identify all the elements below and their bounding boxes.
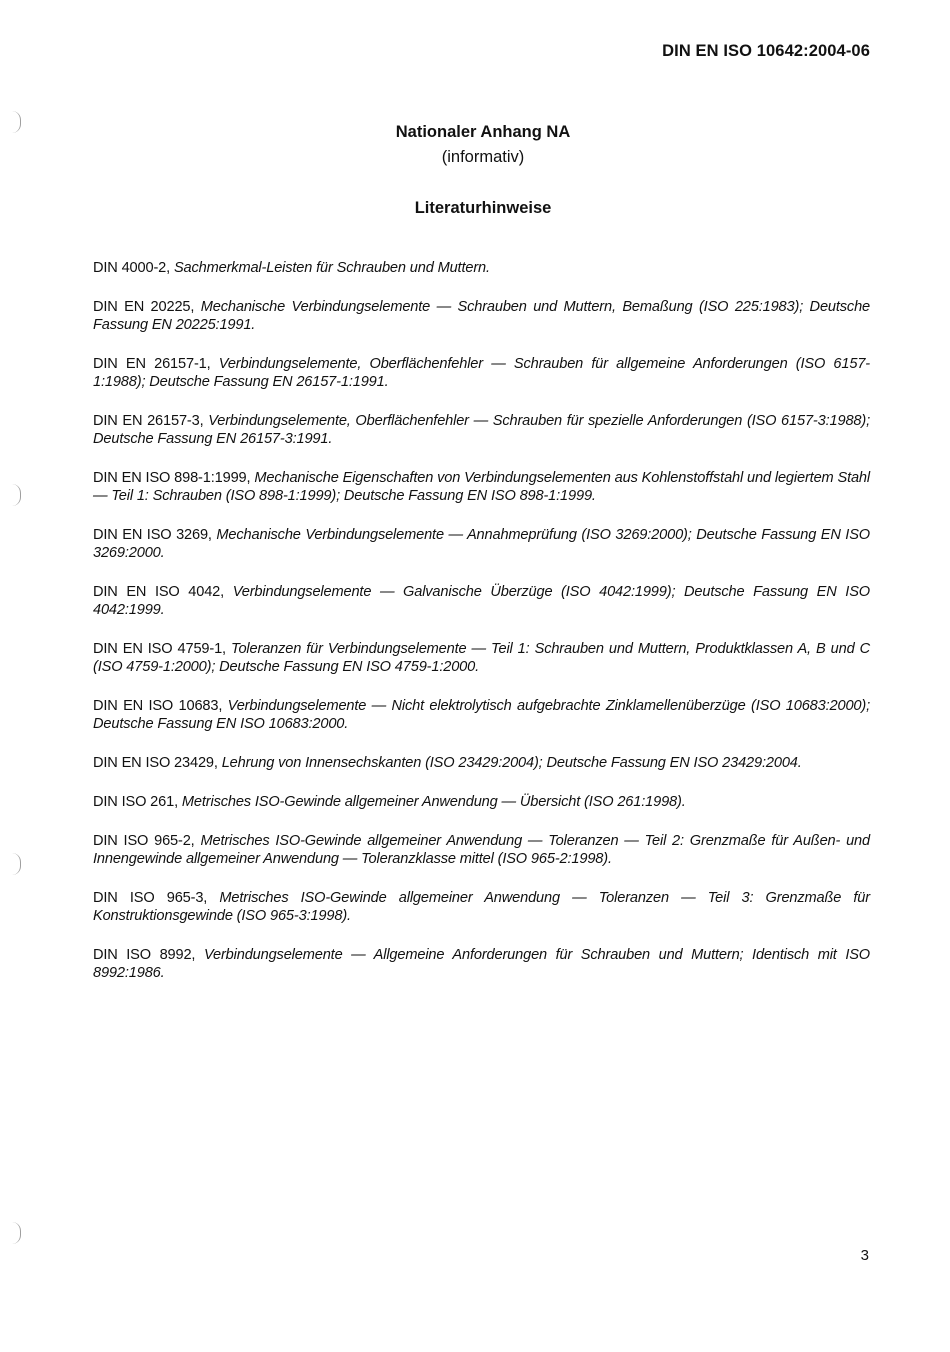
reference-item bbox=[93, 583, 870, 619]
reference-title: Metrisches ISO-Gewinde allgemeiner Anwendung — Toleranzen — Teil 3: Grenzmaße für Konstruktionsgewinde (ISO 965-3:1998). bbox=[93, 890, 870, 924]
scan-mark bbox=[12, 484, 21, 506]
reference-title: Metrisches ISO-Gewinde allgemeiner Anwendung — Toleranzen — Teil 2: Grenzmaße für Außen- und Innengewinde allgemeiner Anwendung — Toleranzklasse mittel (ISO 965-2:1998). bbox=[93, 833, 870, 867]
reference-title: Mechanische Eigenschaften von Verbindungselementen aus Kohlenstoffstahl und legiertem Stahl — Teil 1: Schrauben (ISO 898-1:1999); Deutsche Fassung EN ISO 898-1:1999. bbox=[93, 470, 870, 504]
reference-designation: DIN ISO 8992, bbox=[93, 947, 204, 963]
annex-title: Nationaler Anhang NA bbox=[395, 123, 571, 141]
reference-designation: DIN ISO 965-3, bbox=[93, 890, 220, 906]
page-number: 3 bbox=[860, 1247, 869, 1264]
reference-title: Verbindungselemente, Oberflächenfehler — Schrauben für allgemeine Anforderungen (ISO 6157-1:1988); Deutsche Fassung EN 26157-1:1991. bbox=[93, 356, 870, 390]
reference-item bbox=[93, 889, 870, 925]
reference-item bbox=[93, 832, 870, 868]
reference-item bbox=[93, 526, 870, 562]
reference-title: Verbindungselemente — Galvanische Überzüge (ISO 4042:1999); Deutsche Fassung EN ISO 4042:1999. bbox=[93, 584, 870, 618]
reference-title: Metrisches ISO-Gewinde allgemeiner Anwendung — Übersicht (ISO 261:1998). bbox=[181, 794, 686, 810]
annex-subtitle: (informativ) bbox=[441, 148, 525, 166]
scan-mark bbox=[12, 853, 21, 875]
reference-title: Verbindungselemente — Allgemeine Anforderungen für Schrauben und Muttern; Identisch mit ISO 8992:1986. bbox=[93, 947, 871, 981]
reference-designation: DIN EN ISO 898-1:1999, bbox=[93, 470, 255, 486]
reference-item bbox=[93, 640, 870, 676]
reference-item bbox=[93, 793, 870, 811]
reference-title: Lehrung von Innensechskanten (ISO 23429:2004); Deutsche Fassung EN ISO 23429:2004. bbox=[221, 755, 802, 771]
reference-item bbox=[93, 259, 870, 277]
reference-designation: DIN ISO 261, bbox=[93, 794, 182, 810]
reference-title: Mechanische Verbindungselemente — Annahmeprüfung (ISO 3269:2000); Deutsche Fassung EN ISO 3269:2000. bbox=[93, 527, 870, 561]
reference-designation: DIN EN ISO 10683, bbox=[93, 698, 228, 714]
reference-designation: DIN EN 26157-1, bbox=[93, 356, 219, 372]
reference-item bbox=[93, 754, 870, 772]
reference-title: Toleranzen für Verbindungselemente — Teil 1: Schrauben und Muttern, Produktklassen A, B und C (ISO 4759-1:2000); Deutsche Fassung EN ISO 4759-1:2000. bbox=[93, 641, 870, 675]
reference-item bbox=[93, 412, 870, 448]
reference-item bbox=[93, 946, 870, 982]
reference-title: Mechanische Verbindungselemente — Schrauben und Muttern, Bemaßung (ISO 225:1983); Deutsche Fassung EN 20225:1991. bbox=[93, 299, 871, 333]
reference-item bbox=[93, 469, 870, 505]
reference-designation: DIN 4000-2, bbox=[93, 260, 174, 276]
reference-title: Sachmerkmal-Leisten für Schrauben und Muttern. bbox=[173, 260, 490, 276]
reference-designation: DIN ISO 965-2, bbox=[93, 833, 201, 849]
section-title: Literaturhinweise bbox=[414, 199, 552, 217]
reference-designation: DIN EN 20225, bbox=[93, 299, 201, 315]
reference-list bbox=[93, 259, 870, 1003]
reference-designation: DIN EN ISO 4759-1, bbox=[93, 641, 232, 657]
reference-title: Verbindungselemente — Nicht elektrolytisch aufgebrachte Zinklamellenüberzüge (ISO 10683:2000); Deutsche Fassung EN ISO 10683:2000. bbox=[93, 698, 871, 732]
document-number: DIN EN ISO 10642:2004-06 bbox=[662, 42, 870, 60]
reference-title: Verbindungselemente, Oberflächenfehler — Schrauben für spezielle Anforderungen (ISO 6157-3:1988); Deutsche Fassung EN 26157-3:1991. bbox=[93, 413, 870, 447]
reference-designation: DIN EN ISO 23429, bbox=[93, 755, 222, 771]
reference-designation: DIN EN 26157-3, bbox=[93, 413, 209, 429]
reference-designation: DIN EN ISO 3269, bbox=[93, 527, 217, 543]
scan-mark bbox=[12, 1222, 21, 1244]
reference-item bbox=[93, 298, 870, 334]
reference-item bbox=[93, 697, 870, 733]
reference-item bbox=[93, 355, 870, 391]
reference-designation: DIN EN ISO 4042, bbox=[93, 584, 233, 600]
